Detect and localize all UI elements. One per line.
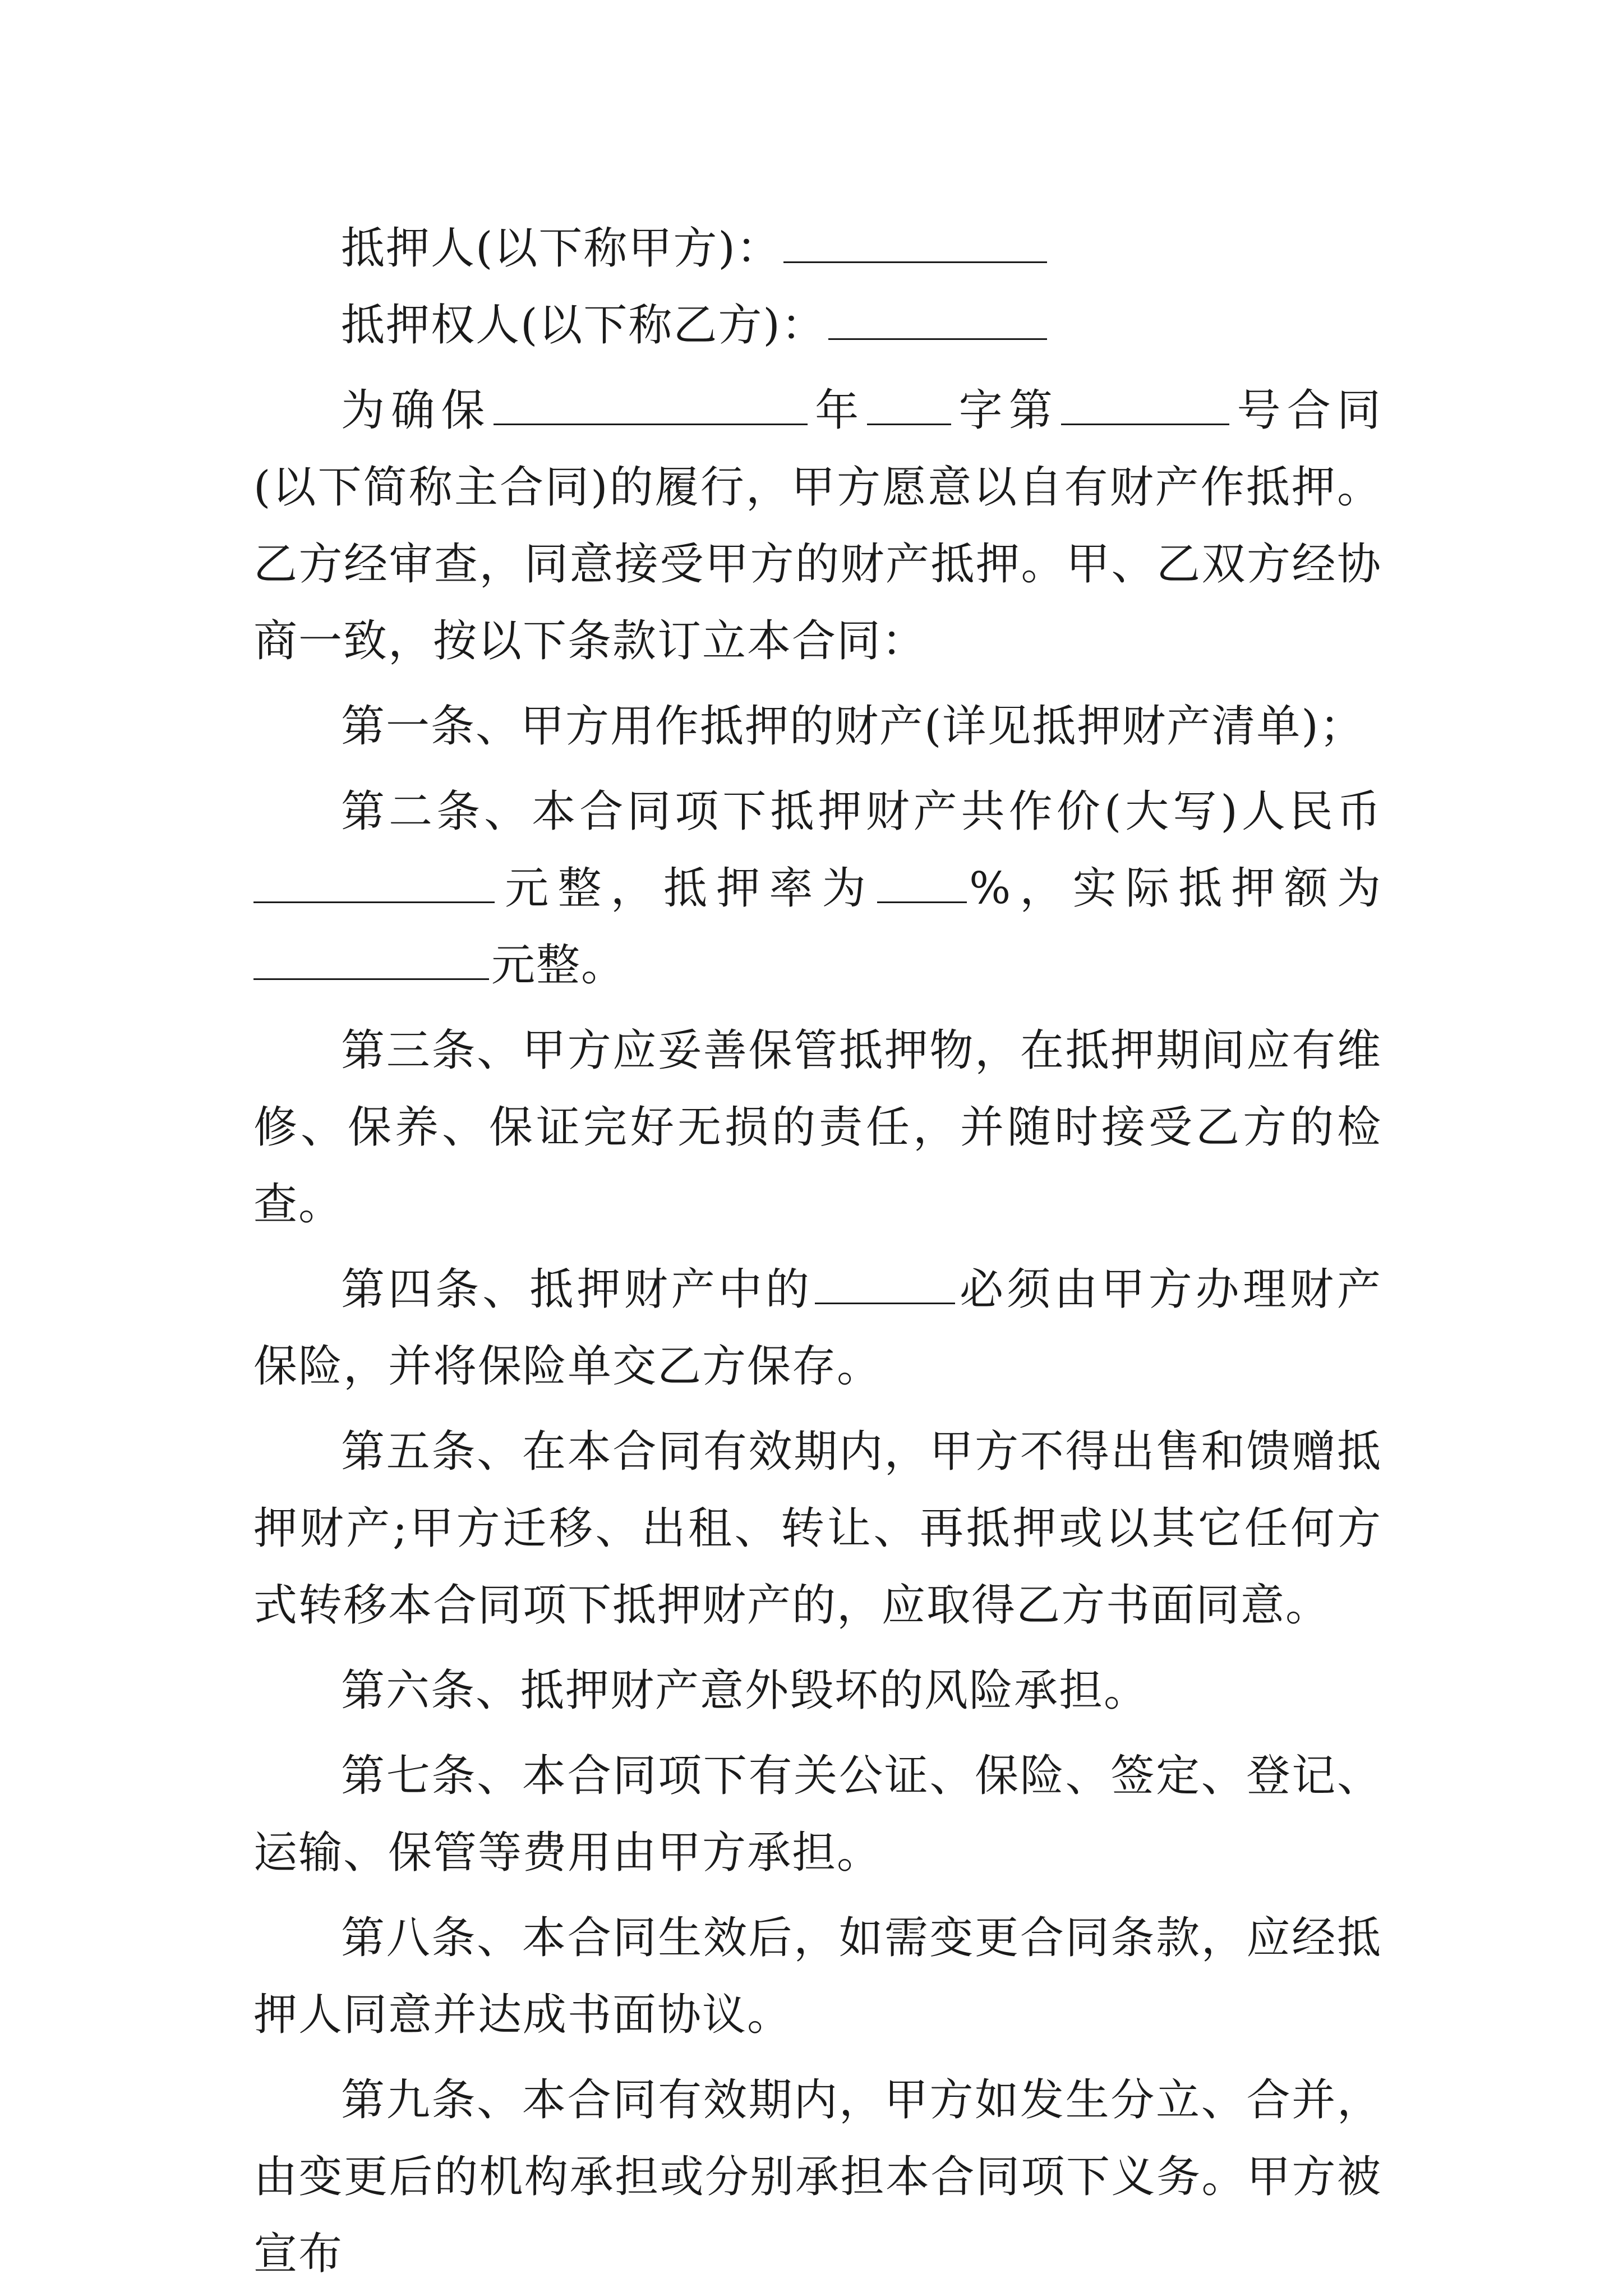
article-3: 第三条、甲方应妥善保管抵押物，在抵押期间应有维修、保养、保证完好无损的责任，并随时接受乙方的检查。 (253, 1025, 1382, 1230)
valuation-blank[interactable] (253, 858, 495, 903)
article-5: 第五条、在本合同有效期内，甲方不得出售和馈赠抵押财产;甲方迁移、出租、转让、再抵押或以其它任何方式转移本合同项下抵押财产的，应取得乙方书面同意。 (253, 1427, 1382, 1631)
contract-char-blank[interactable] (867, 380, 951, 425)
mortgagor-blank[interactable] (783, 218, 1047, 263)
preamble-part2: 年 (809, 385, 865, 436)
article-4 (253, 1251, 1382, 1405)
mortgage-amount-blank[interactable] (253, 935, 489, 980)
article-2-part2: 元整，抵押率为 (497, 863, 875, 914)
contract-number-blank[interactable] (1061, 380, 1229, 425)
insured-property-blank[interactable] (815, 1259, 955, 1304)
contract-year-prefix-blank[interactable] (494, 380, 808, 425)
article-6: 第六条、抵押财产意外毁坏的风险承担。 (341, 1665, 1149, 1716)
contract-body (253, 210, 1382, 2293)
article-2-part3: %，实际抵押额为 (969, 863, 1382, 914)
article-9: 第九条、本合同有效期内，甲方如发生分立、合并，由变更后的机构承担或分别承担本合同项下义务。甲方被宣布 (253, 2075, 1382, 2279)
article-2-part4: 元整。 (491, 940, 626, 991)
mortgagor-line (253, 210, 1382, 287)
article-4-part1: 第四条、抵押财产中的 (341, 1264, 813, 1315)
mortgagee-label: 抵押权人(以下称乙方)： (341, 300, 826, 351)
mortgage-rate-blank[interactable] (877, 858, 967, 903)
article-2 (253, 774, 1382, 1004)
article-1: 第一条、甲方用作抵押的财产(详见抵押财产清单)； (341, 701, 1364, 752)
preamble-part3: 字第 (953, 385, 1059, 436)
preamble (253, 372, 1382, 680)
article-7: 第七条、本合同项下有关公证、保险、签定、登记、运输、保管等费用由甲方承担。 (253, 1751, 1382, 1878)
mortgagee-line (253, 287, 1382, 364)
article-2-part1: 第二条、本合同项下抵押财产共作价(大写)人民币 (341, 786, 1382, 837)
mortgagor-label: 抵押人(以下称甲方)： (341, 223, 781, 274)
preamble-part1: 为确保 (341, 385, 491, 436)
mortgagee-blank[interactable] (828, 295, 1047, 340)
article-8: 第八条、本合同生效后，如需变更合同条款，应经抵押人同意并达成书面协议。 (253, 1913, 1382, 2040)
article-4-part2: 必须由甲方办理财产保险，并将保险单交乙方保存。 (253, 1264, 1382, 1392)
preamble-part4: 号合同(以下简称主合同)的履行，甲方愿意以自有财产作抵押。乙方经审查，同意接受甲方的财产抵押。甲、乙双方经协商一致，按以下条款订立本合同： (253, 385, 1382, 666)
